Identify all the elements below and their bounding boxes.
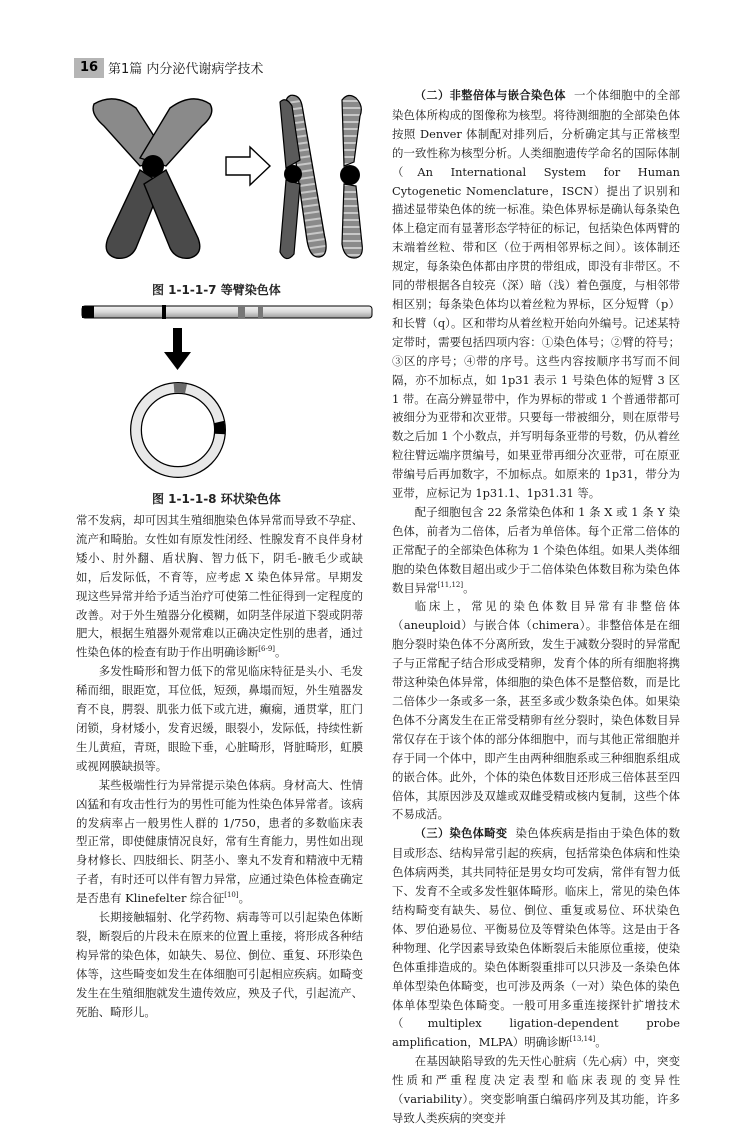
right-column — [392, 86, 680, 1128]
page-header — [74, 58, 680, 78]
paragraph: 配子细胞包含 22 条常染色体和 1 条 X 或 1 条 Y 染色体，前者为二倍体，后者为单倍体。每个正常二倍体的正常配子的全部染色体称为 1 个染色体组。如果人类体细胞的染色体数目超出或少于二倍体染色体数目称为染色体数目异常[11,12]。 — [392, 504, 680, 595]
transform-arrow — [226, 147, 270, 185]
section-heading: （二）非整倍体与嵌合染色体 — [414, 89, 566, 102]
paragraph: （三）染色体畸变 染色体疾病是指由于染色体的数目或形态、结构异常引起的疾病，包括常染色体病和性染色体病两类，其共同特征是男女均可发病，常伴有智力低下、发育不全或多发性躯体畸形。临床上，常见的染色体结构畸变有缺失、易位、倒位、重复或易位、环状染色体、罗伯逊易位、平衡易位及等臂染色体等。这是由于各种物理、化学因素导致染色体断裂后未能原位重接，使染色体重排造成的。染色体断裂重排可以只涉及一条染色体单体型染色体畸变，也可涉及两条（一对）染色体的染色体单体型染色体畸变。一般可用多重连接探针扩增技术（multiplex ligation-dependent probe amplification，MLPA）明确诊断[13,14]。 — [392, 826, 680, 1050]
x-chromosome-diagram — [93, 99, 212, 258]
paragraph: 某些极端性行为异常提示染色体病。身材高大、性情凶猛和有攻击性行为的男性可能为性染色体异常者。该病的发病率占一般男性人群的 1/750，患者的多数临床表型正常，即使健康情况良好，常有生育能力，男性如出现身材修长、四肢细长、阴茎小、睾丸不发育和精液中无精子者，有时还可以伴有智力异常，应通过染色体检查确定是否患有 Klinefelter 综合征[10]。 — [76, 777, 363, 906]
paragraph: 长期接触辐射、化学药物、病毒等可以引起染色体断裂，断裂后的片段未在原来的位置上重接，将形成各种结构异常的染色体，如缺失、易位、倒位、重复、环形染色体等，这些畸变如发生在体细胞可引起相应疾病。如畸变发生在生殖细胞就发生遗传效应，殃及子代，引起流产、死胎、畸形儿。 — [76, 910, 363, 1019]
ring-chromosome-figure — [78, 300, 378, 486]
isochromosome-figure — [80, 88, 380, 270]
paragraph: 临床上，常见的染色体数目异常有非整倍体（aneuploid）与嵌合体（chimera）。非整倍体是在细胞分裂时染色体不分离所致，发生于减数分裂时的异常配子与正常配子结合形成受精卵，发育个体的所有细胞将携带这种染色体异常，体细胞的染色体不是整倍数，而是比二倍体少一条或多一条，甚至多或少数条染色体。如果染色体不分离发生在正常受精卵有丝分裂时，染色体数目异常仅存在于该个体的部分体细胞中，而与其他正常细胞并存于同一个体中，即产生由两种细胞系或三种细胞系组成的嵌合体。此外，个体的染色体数目还形成三倍体甚至四倍体，其原因涉及双雄或双雌受精或核内复制，这些个体不易成活。 — [392, 599, 680, 822]
left-column — [76, 511, 363, 1021]
paragraph: （二）非整倍体与嵌合染色体 一个体细胞中的全部染色体所构成的图像称为核型。将待测细胞的全部染色体按照 Denver 体制配对排列后，分析确定其与正常核型的一致性称为核型分析。人类细胞遗传学命名的国际体制（An International System for Human Cytogenetic Nomenclature，ISCN）提出了识别和描述显带染色体的统一标准。染色体界标是确认每条染色体上稳定而有显著形态学特征的标记，包括染色体两臂的末端着丝粒、带和区（位于两相邻界标之间）。该体制还规定，每条染色体都由序贯的带组成，即没有非带区。不同的带根据各自较亮（深）暗（浅）着色强度，与相邻带相区别；每条染色体均以着丝粒为界标，区分短臂（p）和长臂（q）。区和带均从着丝粒开始向外编号。记述某特定带时，需要包括四项内容：①染色体号；②臂的符号；③区的序号；④带的序号。这些内容按顺序书写而不间隔，亦不加标点，如 1p31 表示 1 号染色体的短臂 3 区 1 带。在高分辨显带中，作为界标的带或 1 个普通带都可被细分为亚带和次亚带。只要每一带被细分，则在原带号数之后加 1 个小数点，并写明每条亚带的号数，仍从着丝粒往臂远端序贯编号，如果亚带再细分次亚带，可在原亚带编号后再加数字，不加标点。如原来的 1p31，带分为亚带，应标记为 1p31.1、1p31.31 等。 — [392, 88, 680, 501]
figure-caption-ring-chromosome: 图 1-1-1-8 环状染色体 — [152, 492, 281, 506]
paragraph: 常不发病，却可因其生殖细胞染色体异常而导致不孕症、流产和畸胎。女性如有原发性闭经、性腺发育不良伴身材矮小、肘外翻、盾状胸、智力低下，阴毛-腋毛少或缺如，后发际低，不育等，应考虑 X 染色体异常。早期发现这些异常并给予适当治疗可使第二性征得到一定程度的改善。对于外生殖器分化模糊，如阴茎伴尿道下裂或阴蒂肥大，根据生殖器外观常难以正确决定性别的患者，通过性染色体的检查有助于作出明确诊断[6-9]。 — [76, 513, 363, 660]
ring-chromosome — [136, 388, 220, 472]
down-arrow — [164, 328, 191, 370]
linear-chromosome — [82, 305, 372, 319]
paragraph: 在基因缺陷导致的先天性心脏病（先心病）中，突变性质和严重程度决定表型和临床表现的变异性（variability）。突变影响蛋白编码序列及其功能，许多导致人类疾病的突变并 — [392, 1054, 680, 1125]
running-title: 第1篇 内分泌代谢病学技术 — [108, 62, 264, 77]
page-number: 16 — [74, 58, 104, 78]
section-heading: （三）染色体畸变 — [414, 827, 508, 841]
isochromosome-pair — [280, 93, 362, 258]
paragraph: 多发性畸形和智力低下的常见临床特征是头小、毛发稀而细，眼距宽，耳位低，短颈，鼻塌而短，外生殖器发育不良，腭裂、肌张力低下或亢进，癫痫，通贯掌，肛门闭锁，身材矮小，发育迟缓，眼裂小，发际低，持续性新生儿黄疸，青斑，眼睑下垂，心脏畸形，肾脏畸形，虹膜或视网膜缺损等。 — [76, 664, 363, 773]
figure-caption-isochromosome: 图 1-1-1-7 等臂染色体 — [152, 283, 281, 297]
